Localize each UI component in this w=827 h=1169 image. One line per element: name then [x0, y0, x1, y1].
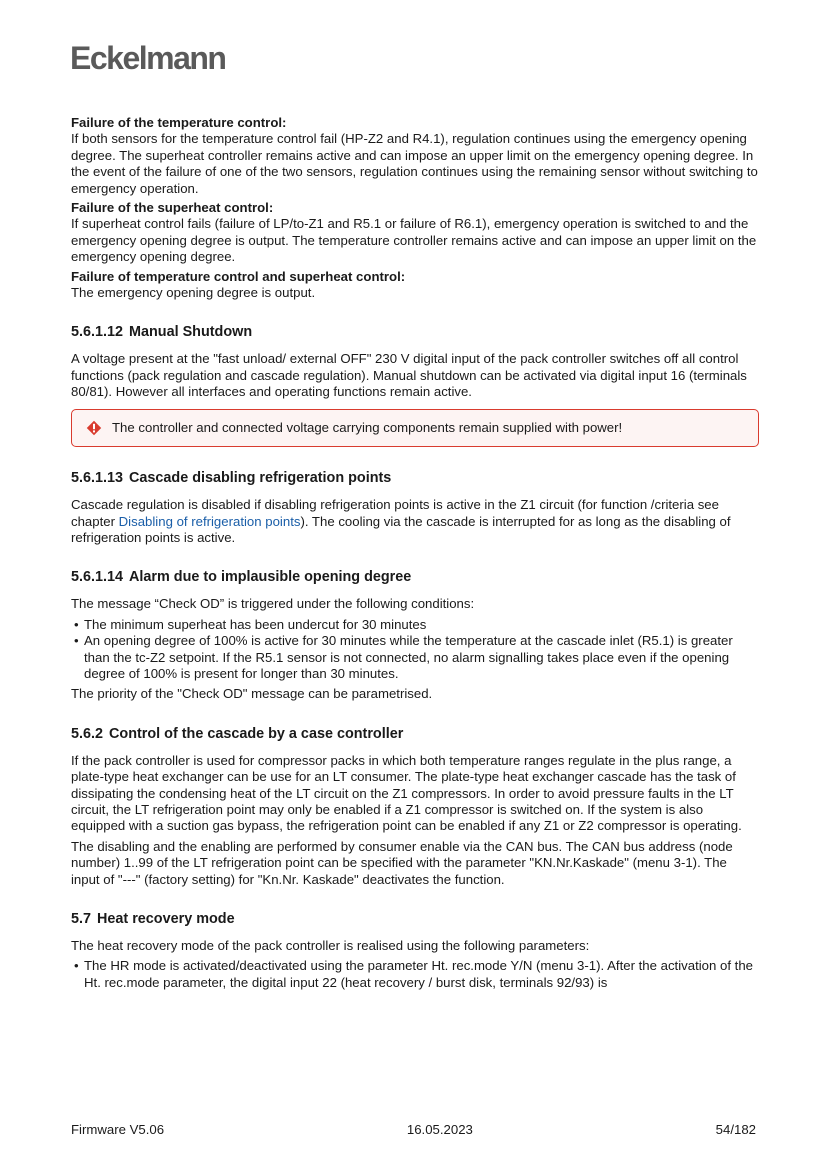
list-item: • The minimum superheat has been undercut for 30 minutes: [71, 617, 759, 633]
footer-date: 16.05.2023: [406, 1122, 473, 1137]
section-title: Manual Shutdown: [129, 324, 253, 341]
section-heading-alarm-opening-degree: [71, 568, 759, 586]
section-heading-cascade-disabling: [71, 469, 759, 487]
eckelmann-logo: Eckelmann: [70, 40, 226, 76]
failure-block-both: [71, 269, 759, 302]
warning-box: [71, 409, 759, 447]
failure-heading: Failure of temperature control and superheat control:: [71, 268, 406, 284]
warning-icon: [86, 420, 102, 436]
list-item: • The HR mode is activated/deactivated using the parameter Ht. rec.mode Y/N (menu 3-1). After the activation of the Ht. rec.mode parameter, the digital input 22 (heat recovery / burst disk, terminals 92/93) is: [71, 958, 759, 991]
failure-block-temperature: [71, 115, 759, 197]
section-title: Heat recovery mode: [97, 911, 235, 927]
warning-text: The controller and connected voltage carrying components remain supplied with power!: [112, 419, 623, 435]
paragraph: The heat recovery mode of the pack controller is realised using the following parameters:: [71, 938, 590, 953]
page-footer: [71, 1122, 756, 1137]
failure-heading: Failure of the superheat control:: [71, 200, 274, 216]
section-number: 5.6.1.12: [71, 324, 124, 341]
section-title: Alarm due to implausible opening degree: [129, 569, 412, 586]
paragraph: A voltage present at the "fast unload/ external OFF" 230 V digital input of the pack controller switches off all control functions (pack regulation and cascade regulation). Manual shutdown can be activated via digital input 16 (terminals 80/81). However all interfaces and operating functions remain active.: [71, 351, 747, 400]
section-heading-heat-recovery: [71, 910, 759, 928]
footer-firmware: Firmware V5.06: [71, 1122, 165, 1137]
failure-block-superheat: [71, 200, 759, 266]
page-content: [71, 115, 759, 995]
footer-page-number: 54/182: [715, 1122, 756, 1137]
link-disabling-refrigeration-points[interactable]: Disabling of refrigeration points: [118, 513, 301, 529]
failure-text: If both sensors for the temperature control fail (HP-Z2 and R4.1), regulation continues using the emergency opening degree. The superheat controller remains active and can impose an upper limit on the emergency opening degree. In the event of the failure of one of the two sensors, regulation continues using the remaining sensor without switching to emergency operation.: [71, 131, 758, 196]
bullet-list: [71, 958, 759, 991]
paragraph: If the pack controller is used for compressor packs in which both temperature ranges regulate in the plus range, a plate-type heat exchanger can be use for an LT consumer. The plate-type heat exchanger cascade has the task of dissipating the condensing heat of the LT circuit on the Z1 compressors. In order to avoid pressure faults in the LT circuit, the LT refrigeration point may only be enabled if a Z1 compressor is switched on. If the system is also equipped with a suction gas bypass, the refrigeration point can be enabled if any Z1 or Z2 compressor is operating.: [71, 752, 742, 834]
failure-text: The emergency opening degree is output.: [71, 285, 316, 301]
section-number: 5.6.1.14: [71, 569, 124, 586]
paragraph: The priority of the "Check OD" message can be parametrised.: [71, 686, 433, 702]
section-number: 5.6.1.13: [71, 470, 124, 487]
failure-heading: Failure of the temperature control:: [71, 115, 287, 130]
section-title: Cascade disabling refrigeration points: [129, 470, 392, 487]
text: Cascade regulation is disabled if disabling refrigeration points is active in the Z1 circuit (for function /criteria see chapter: [71, 497, 719, 529]
paragraph: The message “Check OD” is triggered under the following conditions:: [71, 596, 475, 612]
section-number: 5.6.2: [71, 725, 104, 742]
list-item: • An opening degree of 100% is active for 30 minutes while the temperature at the cascade inlet (R5.1) is greater than the tc-Z2 setpoint. If the R5.1 sensor is not connected, no alarm signalling takes place even if the opening degree of 100% is present for longer than 30 minutes.: [71, 633, 759, 682]
bullet-list: [71, 617, 759, 683]
section-heading-manual-shutdown: [71, 323, 759, 341]
paragraph: The disabling and the enabling are performed by consumer enable via the CAN bus. The CAN bus address (node number) 1..99 of the LT refrigeration point can be specified with the parameter "KN.Nr.Kaskade" (menu 3-1). The input of "---" (factory setting) for "Kn.Nr. Kaskade" deactivates the function.: [71, 838, 733, 887]
paragraph: [71, 497, 759, 546]
section-number: 5.7: [71, 911, 92, 927]
section-heading-case-controller: [71, 725, 759, 743]
text: ). The cooling via the cascade is interrupted for as long as the disabling of refrigeration points is active.: [71, 513, 731, 545]
section-title: Control of the cascade by a case controller: [109, 725, 404, 742]
failure-text: If superheat control fails (failure of LP/to-Z1 and R5.1 or failure of R6.1), emergency operation is switched to and the emergency opening degree is output. The temperature controller remains active and can impose an upper limit on the emergency opening degree.: [71, 216, 757, 265]
